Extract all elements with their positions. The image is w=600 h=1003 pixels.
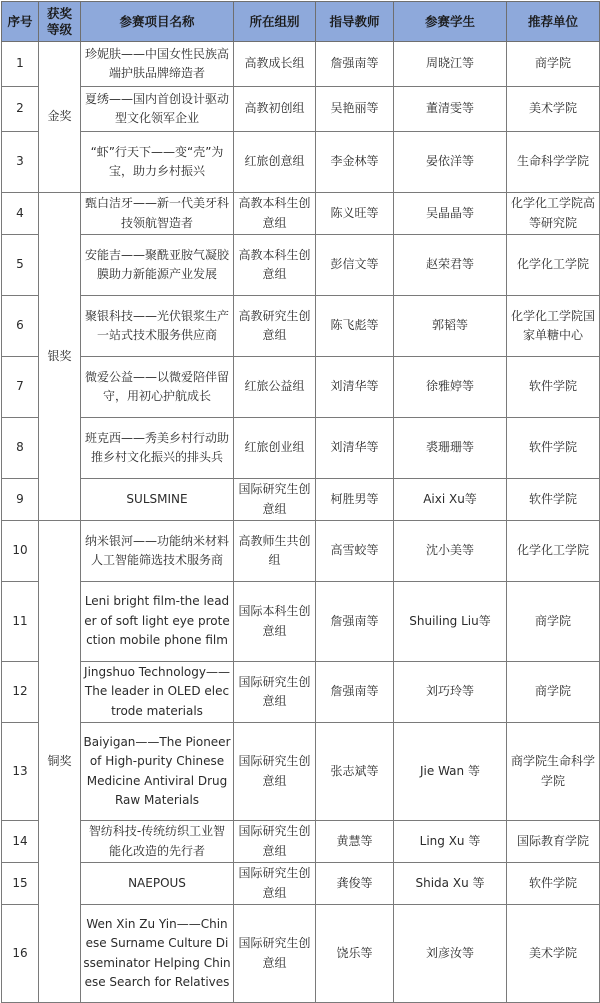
cell-group: 高教成长组 bbox=[234, 42, 316, 87]
table-row bbox=[2, 357, 600, 418]
cell-project: 安能吉——聚酰亚胺气凝胶膜助力新能源产业发展 bbox=[81, 235, 234, 296]
cell-group: 红旅创业组 bbox=[234, 418, 316, 479]
cell-no: 1 bbox=[2, 42, 39, 87]
level-gold: 金奖 bbox=[39, 42, 81, 193]
cell-unit: 商学院 bbox=[507, 582, 600, 662]
cell-unit: 商学院 bbox=[507, 662, 600, 723]
cell-unit: 软件学院 bbox=[507, 357, 600, 418]
cell-teacher: 高雪蛟等 bbox=[316, 521, 394, 582]
cell-student: 周晓江等 bbox=[394, 42, 507, 87]
cell-group: 国际研究生创意组 bbox=[234, 821, 316, 863]
cell-unit: 美术学院 bbox=[507, 905, 600, 1003]
table-row bbox=[2, 863, 600, 905]
table-row bbox=[2, 905, 600, 1003]
table-row bbox=[2, 662, 600, 723]
cell-teacher: 詹强南等 bbox=[316, 42, 394, 87]
cell-no: 7 bbox=[2, 357, 39, 418]
header-level-line1: 获奖 bbox=[46, 5, 72, 21]
cell-unit: 化学化工学院高等研究院 bbox=[507, 193, 600, 235]
cell-no: 8 bbox=[2, 418, 39, 479]
cell-group: 高教本科生创意组 bbox=[234, 193, 316, 235]
header-level bbox=[39, 2, 81, 42]
cell-student: 吴晶晶等 bbox=[394, 193, 507, 235]
cell-teacher: 刘清华等 bbox=[316, 418, 394, 479]
cell-no: 14 bbox=[2, 821, 39, 863]
cell-project: 智纺科技-传统纺织工业智能化改造的先行者 bbox=[81, 821, 234, 863]
table-row bbox=[2, 132, 600, 193]
cell-no: 10 bbox=[2, 521, 39, 582]
cell-student: 郭韬等 bbox=[394, 296, 507, 357]
cell-student: 刘彦汝等 bbox=[394, 905, 507, 1003]
cell-project: Baiyigan——The Pioneer of High-purity Chinese Medicine Antiviral Drug Raw Materials bbox=[81, 723, 234, 821]
cell-teacher: 詹强南等 bbox=[316, 582, 394, 662]
cell-student: Ling Xu 等 bbox=[394, 821, 507, 863]
table-row bbox=[2, 821, 600, 863]
cell-teacher: 詹强南等 bbox=[316, 662, 394, 723]
table-row bbox=[2, 479, 600, 521]
table-row bbox=[2, 193, 600, 235]
cell-no: 13 bbox=[2, 723, 39, 821]
cell-group: 高教师生共创组 bbox=[234, 521, 316, 582]
cell-group: 国际研究生创意组 bbox=[234, 479, 316, 521]
cell-unit: 化学化工学院国家单糖中心 bbox=[507, 296, 600, 357]
cell-teacher: 陈义旺等 bbox=[316, 193, 394, 235]
header-student: 参赛学生 bbox=[394, 2, 507, 42]
cell-teacher: 饶乐等 bbox=[316, 905, 394, 1003]
cell-no: 2 bbox=[2, 87, 39, 132]
cell-project: NAEPOUS bbox=[81, 863, 234, 905]
cell-project: “虾”行天下——变“壳”为宝，助力乡村振兴 bbox=[81, 132, 234, 193]
header-teacher: 指导教师 bbox=[316, 2, 394, 42]
award-table bbox=[1, 1, 600, 1003]
cell-project: Leni bright film-the leader of soft light eye protection mobile phone film bbox=[81, 582, 234, 662]
cell-unit: 生命科学学院 bbox=[507, 132, 600, 193]
cell-unit: 软件学院 bbox=[507, 479, 600, 521]
cell-unit: 美术学院 bbox=[507, 87, 600, 132]
cell-student: Aixi Xu等 bbox=[394, 479, 507, 521]
table-row bbox=[2, 296, 600, 357]
cell-student: 晏依洋等 bbox=[394, 132, 507, 193]
cell-group: 红旅公益组 bbox=[234, 357, 316, 418]
cell-student: 徐雅婷等 bbox=[394, 357, 507, 418]
cell-teacher: 柯胜男等 bbox=[316, 479, 394, 521]
cell-project: 聚银科技——光伏银浆生产一站式技术服务供应商 bbox=[81, 296, 234, 357]
cell-group: 国际本科生创意组 bbox=[234, 582, 316, 662]
cell-group: 国际研究生创意组 bbox=[234, 863, 316, 905]
cell-teacher: 张志斌等 bbox=[316, 723, 394, 821]
cell-no: 3 bbox=[2, 132, 39, 193]
cell-group: 国际研究生创意组 bbox=[234, 723, 316, 821]
header-project: 参赛项目名称 bbox=[81, 2, 234, 42]
table-row bbox=[2, 235, 600, 296]
header-no: 序号 bbox=[2, 2, 39, 42]
cell-teacher: 刘清华等 bbox=[316, 357, 394, 418]
cell-no: 9 bbox=[2, 479, 39, 521]
cell-unit: 软件学院 bbox=[507, 863, 600, 905]
cell-unit: 商学院 bbox=[507, 42, 600, 87]
level-bronze: 铜奖 bbox=[39, 521, 81, 1003]
header-unit: 推荐单位 bbox=[507, 2, 600, 42]
cell-no: 15 bbox=[2, 863, 39, 905]
cell-student: 沈小美等 bbox=[394, 521, 507, 582]
cell-unit: 化学化工学院 bbox=[507, 235, 600, 296]
level-silver: 银奖 bbox=[39, 193, 81, 521]
header-group: 所在组别 bbox=[234, 2, 316, 42]
cell-unit: 商学院生命科学学院 bbox=[507, 723, 600, 821]
cell-student: 董清雯等 bbox=[394, 87, 507, 132]
table-row bbox=[2, 582, 600, 662]
table-row bbox=[2, 87, 600, 132]
table-row bbox=[2, 418, 600, 479]
cell-teacher: 吴艳丽等 bbox=[316, 87, 394, 132]
cell-project: Jingshuo Technology——The leader in OLED electrode materials bbox=[81, 662, 234, 723]
cell-student: Jie Wan 等 bbox=[394, 723, 507, 821]
cell-group: 国际研究生创意组 bbox=[234, 905, 316, 1003]
cell-group: 高教研究生创意组 bbox=[234, 296, 316, 357]
cell-teacher: 龚俊等 bbox=[316, 863, 394, 905]
cell-group: 高教初创组 bbox=[234, 87, 316, 132]
cell-project: Wen Xin Zu Yin——Chinese Surname Culture Disseminator Helping Chinese Search for Relatives bbox=[81, 905, 234, 1003]
table-row bbox=[2, 42, 600, 87]
cell-student: 裘珊珊等 bbox=[394, 418, 507, 479]
cell-no: 16 bbox=[2, 905, 39, 1003]
cell-teacher: 黄慧等 bbox=[316, 821, 394, 863]
cell-unit: 国际教育学院 bbox=[507, 821, 600, 863]
cell-project: 微爱公益——以微爱陪伴留守，用初心护航成长 bbox=[81, 357, 234, 418]
table-row bbox=[2, 723, 600, 821]
cell-no: 11 bbox=[2, 582, 39, 662]
cell-no: 12 bbox=[2, 662, 39, 723]
cell-student: 赵荣君等 bbox=[394, 235, 507, 296]
cell-project: 纳米银河——功能纳米材料人工智能筛选技术服务商 bbox=[81, 521, 234, 582]
cell-project: 甄白洁牙——新一代美牙科技领航智造者 bbox=[81, 193, 234, 235]
table-row bbox=[2, 521, 600, 582]
cell-group: 国际研究生创意组 bbox=[234, 662, 316, 723]
cell-project: 夏绣——国内首创设计驱动型文化领军企业 bbox=[81, 87, 234, 132]
cell-student: Shuiling Liu等 bbox=[394, 582, 507, 662]
cell-teacher: 陈飞彪等 bbox=[316, 296, 394, 357]
cell-no: 4 bbox=[2, 193, 39, 235]
cell-no: 6 bbox=[2, 296, 39, 357]
cell-unit: 软件学院 bbox=[507, 418, 600, 479]
cell-group: 高教本科生创意组 bbox=[234, 235, 316, 296]
cell-unit: 化学化工学院 bbox=[507, 521, 600, 582]
cell-teacher: 彭信文等 bbox=[316, 235, 394, 296]
cell-teacher: 李金林等 bbox=[316, 132, 394, 193]
header-level-line2: 等级 bbox=[46, 21, 72, 37]
cell-no: 5 bbox=[2, 235, 39, 296]
cell-student: 刘巧玲等 bbox=[394, 662, 507, 723]
cell-student: Shida Xu 等 bbox=[394, 863, 507, 905]
cell-project: 珍妮肤——中国女性民族高端护肤品牌缔造者 bbox=[81, 42, 234, 87]
cell-group: 红旅创意组 bbox=[234, 132, 316, 193]
cell-project: SULSMINE bbox=[81, 479, 234, 521]
cell-project: 班克西——秀美乡村行动助推乡村文化振兴的排头兵 bbox=[81, 418, 234, 479]
header-row bbox=[2, 2, 600, 42]
